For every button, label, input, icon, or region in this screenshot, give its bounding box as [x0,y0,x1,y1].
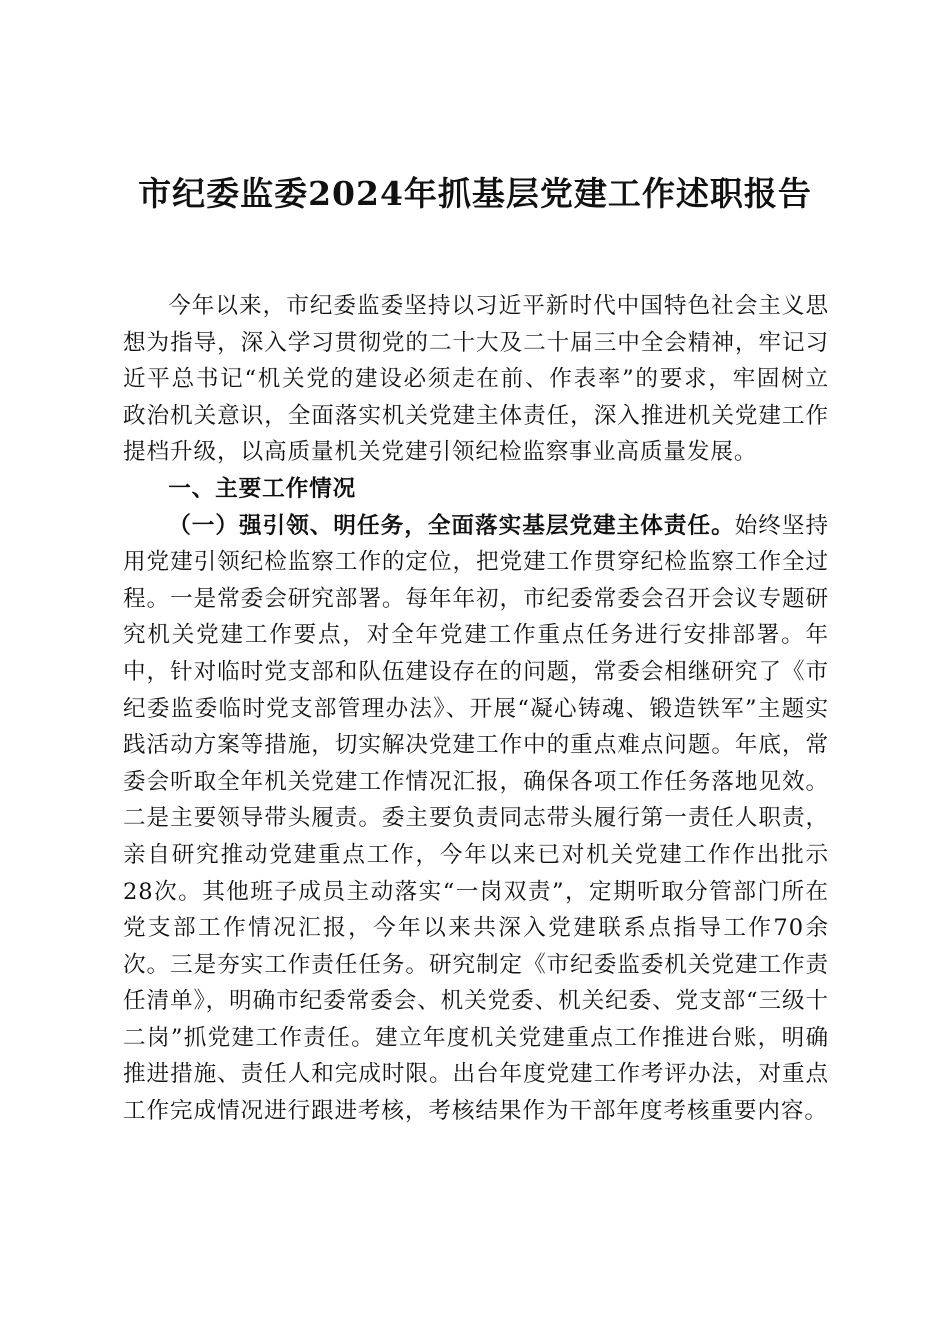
section-1-1-paragraph [123,508,829,1130]
intro-paragraph: 今年以来，市纪委监委坚持以习近平新时代中国特色社会主义思想为指导，深入学习贯彻党的二十大及二十届三中全会精神，牢记习近平总书记“机关党的建设必须走在前、作表率”的要求，牢固树立政治机关意识，全面落实机关党建主体责任，深入推进机关党建工作提档升级，以高质量机关党建引领纪检监察事业高质量发展。 [123,293,829,466]
subsection-text: 始终坚持用党建引领纪检监察工作的定位，把党建工作贯穿纪检监察工作全过程。一是常委会研究部署。每年年初，市纪委常委会召开会议专题研究机关党建工作要点，对全年党建工作重点任务进行安排部署。年中，针对临时党支部和队伍建设存在的问题，常委会相继研究了《市纪委监委临时党支部管理办法》、开展“凝心铸魂、锻造铁军”主题实践活动方案等措施，切实解决党建工作中的重点难点问题。年底，常委会听取全年机关党建工作情况汇报，确保各项工作任务落地见效。二是主要领导带头履责。委主要负责同志带头履行第一责任人职责，亲自研究推动党建重点工作，今年以来已对机关党建工作作出批示28次。其他班子成员主动落实“一岗双责”，定期听取分管部门所在党支部工作情况汇报，今年以来共深入党建联系点指导工作70余次。三是夯实工作责任任务。研究制定《市纪委监委机关党建工作责任清单》，明确市纪委常委会、机关党委、机关纪委、党支部“三级十二岗”抓党建工作责任。建立年度机关党建重点工作推进台账，明确推进措施、责任人和完成时限。出台年度党建工作考评办法，对重点工作完成情况进行跟进考核，考核结果作为干部年度考核重要内容。 [123,512,829,1125]
section-heading-main-work: 一、主要工作情况 [168,475,357,502]
subsection-heading: （一）强引领、明任务，全面落实基层党建主体责任。 [168,512,735,539]
document-title: 市纪委监委2024年抓基层党建工作述职报告 [138,174,812,213]
document-body [123,288,829,1130]
